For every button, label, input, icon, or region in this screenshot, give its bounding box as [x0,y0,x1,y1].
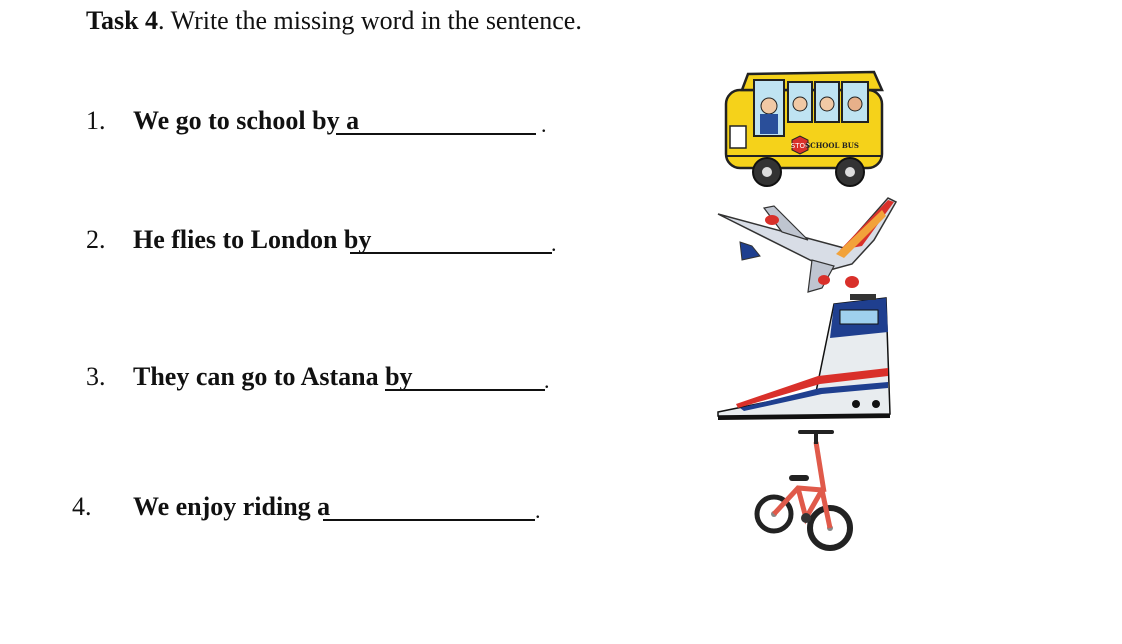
school-bus-icon [722,68,888,190]
task-title [86,6,582,36]
item-number: 4. [72,492,92,521]
train-icon [716,292,892,420]
sentence-end: . [541,112,547,137]
answer-blank-1[interactable] [336,133,536,135]
sentence-end: . [535,498,541,523]
bicycle-icon [752,420,856,558]
task-label: Task 4 [86,6,159,35]
sentence-text: He flies to London by [133,225,372,254]
sentence-end: . [551,231,557,256]
item-number: 2. [86,225,106,254]
answer-blank-4[interactable] [323,519,535,521]
sentence-text: We enjoy riding a [133,492,331,521]
item-number: 1. [86,106,106,135]
sentence-text: We go to school by a [133,106,360,135]
answer-blank-2[interactable] [350,252,552,254]
task-instruction: . Write the missing word in the sentence. [158,6,582,35]
item-number: 3. [86,362,106,391]
bus-side-label: SCHOOL BUS [805,141,859,150]
airplane-icon [712,188,898,296]
answer-blank-3[interactable] [385,389,545,391]
sentence-text: They can go to Astana by [133,362,413,391]
sentence-end: . [544,368,550,393]
bus-stop-sign: STOP [790,142,810,150]
